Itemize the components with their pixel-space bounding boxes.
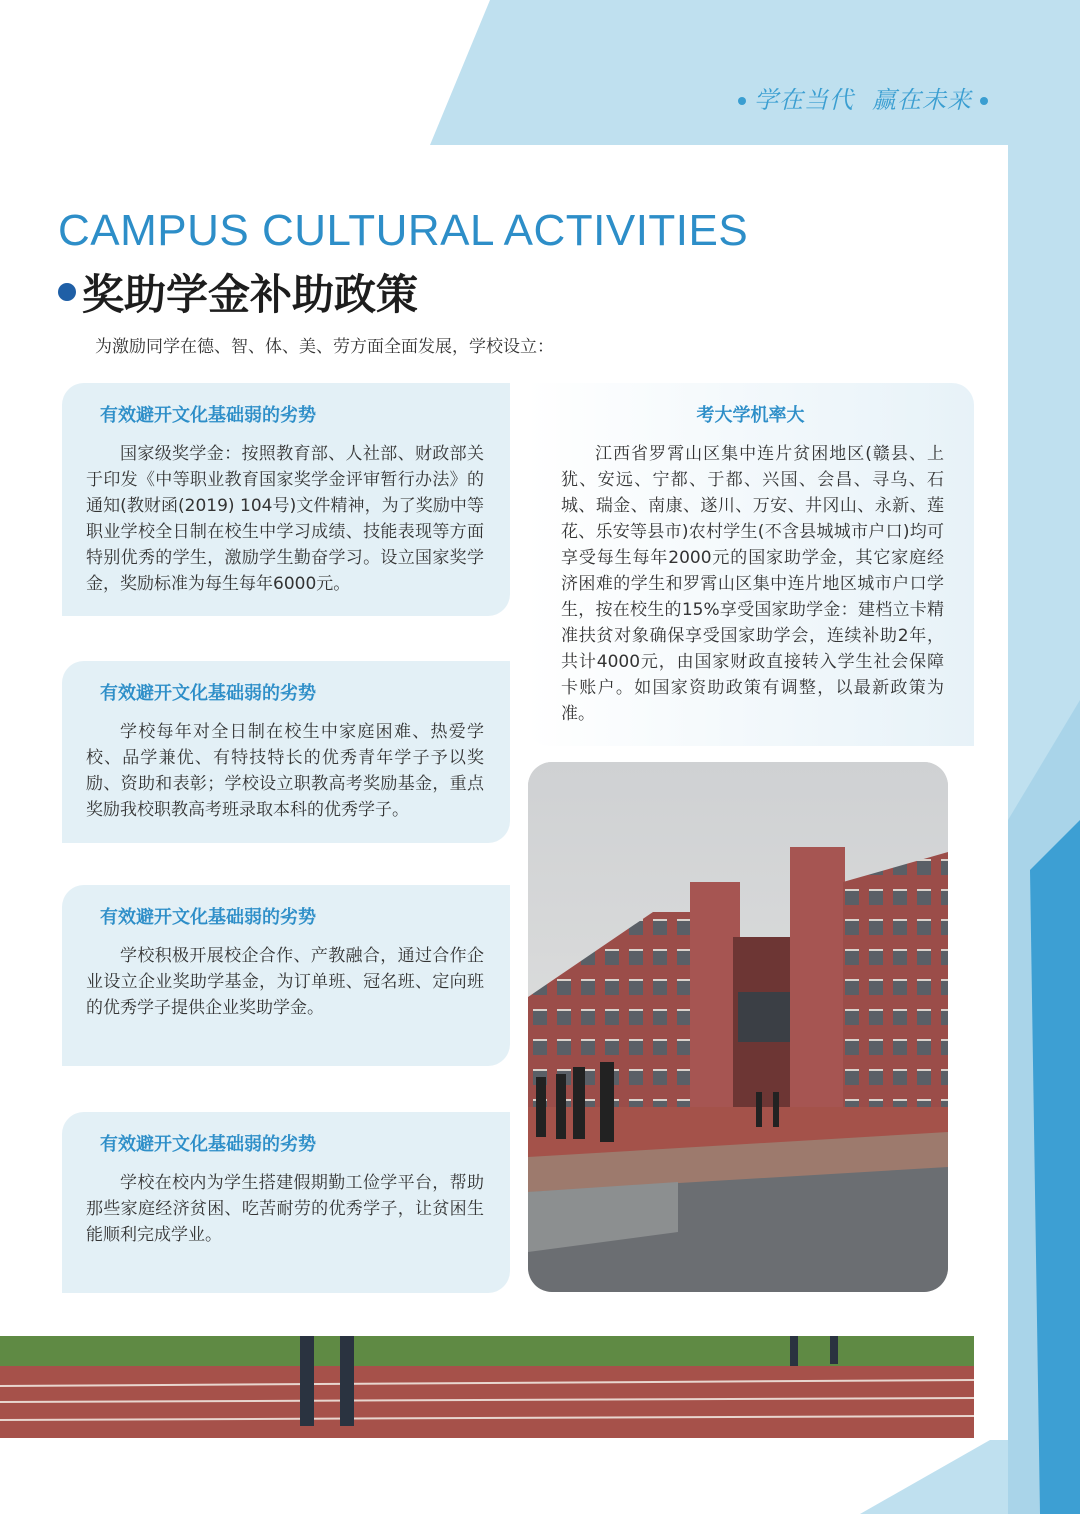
card-heading: 有效避开文化基础弱的劣势 bbox=[100, 405, 316, 426]
card-body: 国家级奖学金：按照教育部、人社部、财政部关于印发《中等职业教育国家奖学金评审暂行办法》的通知(教财函(2019) 104号)文件精神，为了奖励中等职业学校全日制在校生中学习成绩、技能表现等方面特别优秀的学生，激励学生勤奋学习。设立国家奖学金，奖励标准为每生每年6000元。 bbox=[86, 444, 484, 594]
running-track-strip bbox=[0, 1336, 974, 1438]
chinese-title bbox=[58, 262, 418, 322]
header-slogan bbox=[730, 80, 996, 115]
card-heading: 有效避开文化基础弱的劣势 bbox=[100, 1134, 316, 1155]
grant-policy-card bbox=[527, 383, 974, 746]
scholarship-card-3 bbox=[62, 885, 510, 1066]
slogan-dot-icon bbox=[738, 97, 746, 105]
scholarship-card-1 bbox=[62, 383, 510, 616]
title-bullet-icon bbox=[58, 283, 76, 301]
slogan-dot-icon bbox=[980, 97, 988, 105]
card-body: 学校在校内为学生搭建假期勤工俭学平台，帮助那些家庭经济贫困、吃苦耐劳的优秀学子，让贫困生能顺利完成学业。 bbox=[86, 1173, 484, 1245]
scholarship-card-4 bbox=[62, 1112, 510, 1293]
english-title: CAMPUS CULTURAL ACTIVITIES bbox=[58, 206, 749, 255]
right-side-band bbox=[1008, 145, 1080, 1514]
scholarship-card-2 bbox=[62, 661, 510, 843]
card-body: 学校积极开展校企合作、产教融合，通过合作企业设立企业奖助学基金，为订单班、冠名班、定向班的优秀学子提供企业奖助学金。 bbox=[86, 946, 484, 1018]
chinese-title-text: 奖助学金补助政策 bbox=[82, 270, 419, 319]
header-background-shape bbox=[430, 0, 1080, 145]
card-body: 江西省罗霄山区集中连片贫困地区(赣县、上犹、安远、宁都、于都、兴国、会昌、寻乌、石城、瑞金、南康、遂川、万安、井冈山、永新、莲花、乐安等县市)农村学生(不含县城城市户口)均可享受每生每年2000元的国家助学金，其它家庭经济困难的学生和罗霄山区集中连片地区城市户口学生，按在校生的15%享受国家助学金：建档立卡精准扶贫对象确保享受国家助学会，连续补助2年，共计4000元，由国家财政直接转入学生社会保障卡账户。如国家资助政策有调整，以最新政策为准。 bbox=[561, 444, 944, 724]
card-heading: 有效避开文化基础弱的劣势 bbox=[100, 683, 316, 704]
slogan-part-1: 学在当代 bbox=[754, 86, 854, 114]
slogan-part-2: 赢在未来 bbox=[872, 86, 972, 114]
card-heading: 有效避开文化基础弱的劣势 bbox=[100, 907, 316, 928]
intro-text: 为激励同学在德、智、体、美、劳方面全面发展，学校设立： bbox=[95, 337, 554, 357]
campus-building-photo bbox=[528, 762, 948, 1292]
card-heading: 考大学机率大 bbox=[696, 405, 805, 426]
card-body: 学校每年对全日制在校生中家庭困难、热爱学校、品学兼优、有特技特长的优秀青年学子予以奖励、资助和表彰；学校设立职教高考奖励基金，重点奖励我校职教高考班录取本科的优秀学子。 bbox=[86, 722, 484, 820]
